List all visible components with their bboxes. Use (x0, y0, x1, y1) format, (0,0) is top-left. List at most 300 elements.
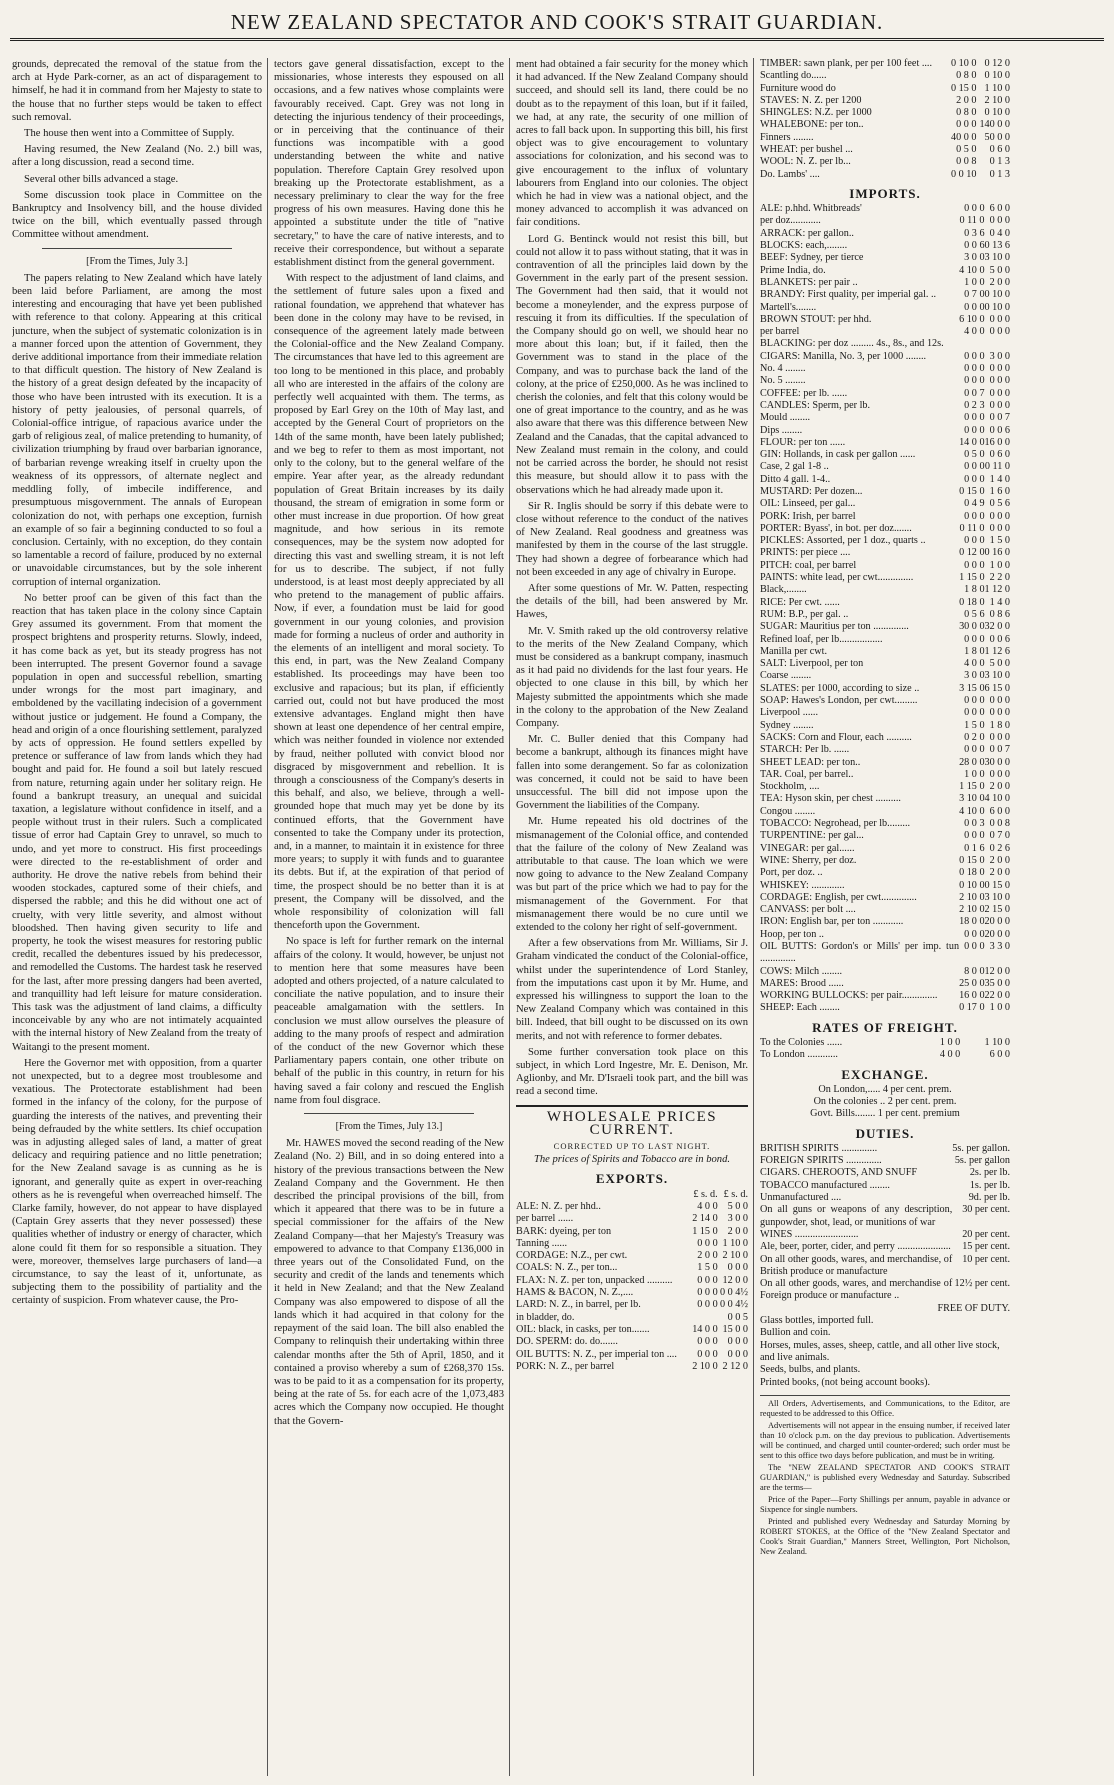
imprint-line: Price of the Paper—Forty Shillings per annum, payable in advance or Sixpence for single numbers. (760, 1494, 1010, 1514)
price-row (760, 609, 1010, 621)
price-row (516, 1238, 748, 1250)
price-row (760, 1037, 1010, 1049)
price-value: 0 8 6 (989, 608, 1010, 620)
price-label: SHINGLES: N.Z. per 1000 (760, 107, 872, 119)
imports-title: IMPORTS. (849, 185, 921, 201)
price-row (760, 474, 1010, 486)
free-line: Seeds, bulbs, and plants. (760, 1364, 861, 1376)
price-label: Liverpool ...... (760, 707, 819, 719)
price-label (516, 1189, 690, 1201)
price-row (760, 70, 1010, 82)
price-value: 2 0 0 (989, 854, 1010, 866)
exchange-title: EXCHANGE. (841, 1066, 929, 1082)
price-row (760, 855, 1010, 867)
price-label: OIL BUTTS: Gordon's or Mills' per imp. tun .............. (760, 940, 960, 965)
paragraph: Having resumed, the New Zealand (No. 2.) bill was, after a long discussion, read a second time. (12, 144, 262, 169)
paragraph: Mr. Hume repeated his old doctrines of the mismanagement of the Colonial office, and contended that the failure of the colony of New Zealand was attributable to that cause. The loan which we were now going to advance to the New Zealand Company was but part of the price which we had to pay for the mismanagement of the Government. For that mismanagement there would be no cure until we extended to the colony her right of self-government. (516, 816, 748, 933)
price-label: PITCH: coal, per barrel (760, 559, 857, 571)
price-value: 0 18 0 (959, 867, 985, 879)
price-value: 0 0 0 (697, 1348, 718, 1360)
price-value: 0 0 0 (989, 375, 1010, 387)
price-row (516, 1312, 748, 1324)
price-value: 2 14 0 (692, 1213, 718, 1225)
price-row (760, 375, 1010, 387)
paragraph: Several other bills advanced a stage. (24, 173, 179, 185)
price-value: 1 8 0 (989, 719, 1010, 731)
price-value: 0 0 0 (964, 559, 985, 571)
price-label: Congou ........ (760, 805, 816, 817)
price-value: 0 1 6 (964, 842, 985, 854)
column-rule (267, 58, 268, 1776)
price-value: 4 10 0 (984, 793, 1010, 805)
price-value: 1 15 0 (959, 781, 985, 793)
price-value: 0 0 0 (989, 695, 1010, 707)
price-value: 0 11 0 (959, 522, 985, 534)
price-value: 4 10 0 (959, 805, 985, 817)
price-value: 0 0 0 (989, 313, 1010, 325)
price-value: 0 0 0 (964, 940, 985, 952)
price-value: 0 10 0 (959, 879, 985, 891)
price-label: PORK: Irish, per barrel (760, 510, 856, 522)
price-row (760, 720, 1010, 732)
price-row (516, 1349, 748, 1361)
price-label: COALS: N. Z., per ton... (516, 1262, 618, 1274)
price-value: 0 0 0 (964, 510, 985, 522)
price-value: 0 0 0 (964, 535, 985, 547)
price-value: 0 3 6 (964, 227, 985, 239)
price-value: 0 0 0 (697, 1274, 718, 1286)
column-2 (274, 58, 504, 1776)
price-value: 0 0 7 (964, 387, 985, 399)
price-row (760, 646, 1010, 658)
price-value: 1 4 0 (989, 596, 1010, 608)
price-value: 18 0 0 (959, 916, 985, 928)
price-value: 0 0 0 (697, 1336, 718, 1348)
price-label: To London ............ (760, 1049, 838, 1061)
price-label: BLANKETS: per pair .. (760, 276, 858, 288)
price-row (760, 941, 1010, 966)
price-value: 2 10 0 (959, 891, 985, 903)
imports-table (760, 203, 1010, 1015)
price-row (760, 277, 1010, 289)
price-label: SUGAR: Mauritius per ton .............. (760, 621, 909, 633)
price-label: TIMBER: sawn plank, per per 100 feet .... (760, 58, 933, 69)
price-value: 2 0 0 (989, 276, 1010, 288)
duty-value: 15 per cent. (962, 1241, 1010, 1253)
price-row (760, 560, 1010, 572)
price-label: Manilla per cwt. (760, 645, 828, 657)
price-label: SHEEP: Each ........ (760, 1002, 840, 1014)
price-value: 1 15 0 (959, 572, 985, 584)
exports-table (516, 1189, 748, 1373)
price-value: 25 0 0 (959, 977, 985, 989)
duty-value: 10 per cent. (962, 1253, 1010, 1265)
free-of-duty-title: FREE OF DUTY. (937, 1302, 1010, 1314)
price-row (760, 695, 1010, 707)
price-value: 0 12 0 (959, 547, 985, 559)
price-row (760, 58, 1010, 70)
price-value: 0 6 0 (989, 144, 1010, 156)
price-value: 0 0 0 (964, 363, 985, 375)
duty-value: 30 per cent. (962, 1204, 1010, 1216)
price-label: ARRACK: per gallon.. (760, 227, 854, 239)
price-label: RUM: B.P., per gal. .. (760, 608, 849, 620)
free-line: Glass bottles, imported full. (760, 1315, 874, 1327)
price-label: MUSTARD: Per dozen... (760, 486, 863, 497)
price-label: ALE: p.hhd. Whitbreads' (760, 203, 862, 215)
price-row (760, 363, 1010, 375)
freight-table (760, 1037, 1010, 1062)
masthead: NEW ZEALAND SPECTATOR AND COOK'S STRAIT GUARDIAN. (10, 8, 1104, 41)
paragraph: After a few observations from Mr. Williams, Sir J. Graham vindicated the conduct of the Colonial-office, whilst under the superintendence of Lord Stanley, from the imputations cast upon it by Mr. Hume, and expressed his willingness to support the loan to the New Zealand Company which was contained in this bill. Indeed, that bill ought to be discussed on its own merits, and not with reference to former debates. (516, 938, 748, 1042)
duty-label: TOBACCO manufactured ........ (760, 1179, 890, 1191)
price-value: 4 0 0 (964, 326, 985, 338)
price-value: 20 0 0 (984, 916, 1010, 928)
price-value: 0 0 0 (964, 830, 985, 842)
price-value: 0 0 0 (989, 522, 1010, 534)
duty-row (760, 1229, 1010, 1241)
price-value: 3 10 0 (984, 891, 1010, 903)
imprint-line: The "NEW ZEALAND SPECTATOR AND COOK'S STRAIT GUARDIAN," is published every Wednesday and Saturday. Subscribed are the terms— (760, 1462, 1010, 1492)
price-value: 0 2 0 (964, 731, 985, 743)
duty-row (760, 1254, 1010, 1279)
price-row (760, 326, 1010, 338)
price-label: Do. Lambs' .... (760, 168, 820, 180)
duty-value: 12½ per cent. (954, 1278, 1010, 1290)
price-row (760, 916, 1010, 928)
price-row (760, 757, 1010, 769)
price-label: BLACKING: per doz ......... 4s., 8s., and 12s. (760, 338, 944, 350)
column-rule (509, 58, 510, 1776)
price-value: 3 10 0 (984, 252, 1010, 264)
price-row (760, 1002, 1010, 1014)
price-row (760, 670, 1010, 682)
price-label: Refined loaf, per lb................. (760, 633, 883, 645)
duty-value: 20 per cent. (962, 1228, 1010, 1240)
price-row (760, 904, 1010, 916)
price-label: STAVES: N. Z. per 1200 (760, 94, 862, 106)
price-row (760, 966, 1010, 978)
price-row (760, 351, 1010, 363)
price-label: FLAX: N. Z. per ton, unpacked .......... (516, 1274, 673, 1286)
price-label: IRON: English bar, per ton ............ (760, 916, 904, 928)
price-label: FLOUR: per ton ...... (760, 436, 846, 448)
paragraph: The house then went into a Committee of Supply. (24, 128, 235, 140)
price-value: 0 0 0 (964, 301, 985, 313)
price-row (760, 978, 1010, 990)
duty-value: 2s. per lb. (969, 1167, 1010, 1179)
price-label: DO. SPERM: do. do....... (516, 1336, 618, 1348)
price-label: ALE: N. Z. per hhd.. (516, 1200, 601, 1212)
price-value: 1 8 0 (964, 584, 985, 596)
duty-label: FOREIGN SPIRITS .............. (760, 1155, 882, 1167)
duty-label: On all other goods, wares, and merchandise, of British produce or manufacture (760, 1253, 953, 1277)
paragraph: Mr. C. Buller denied that this Company had become a bankrupt, although its finances might have fallen into some derangement. So far as colonization was concerned, it could not be said to have been unsuccessful. The bill did not impose upon the Government the liabilities of the Company. (516, 734, 748, 812)
price-value: 0 0 5 (727, 1311, 748, 1323)
price-label: COFFEE: per lb. ...... (760, 387, 848, 399)
price-value: 1 0 0 (964, 768, 985, 780)
price-row (760, 338, 1010, 350)
duty-label: Ale, beer, porter, cider, and perry ..................... (760, 1241, 951, 1253)
duty-value: 5s. per gallon. (952, 1142, 1010, 1154)
price-value: 1 4 0 (989, 473, 1010, 485)
price-row (760, 203, 1010, 215)
price-value: 0 0 8 (989, 818, 1010, 830)
price-label: Scantling do...... (760, 70, 827, 82)
price-value: 1 5 0 (989, 535, 1010, 547)
price-label: per barrel ...... (516, 1213, 574, 1225)
price-label: To the Colonies ...... (760, 1036, 843, 1048)
price-row (760, 535, 1010, 547)
price-value: 2 10 0 (959, 904, 985, 916)
price-value: 0 13 6 (984, 240, 1010, 252)
price-label: Black,........ (760, 584, 807, 596)
column-4 (760, 58, 1010, 1776)
price-value: 3 0 0 (964, 252, 985, 264)
duty-row (760, 1180, 1010, 1192)
price-label: PORTER: Byass', in bot. per doz....... (760, 522, 912, 534)
price-row (760, 265, 1010, 277)
price-label: WHALEBONE: per ton.. (760, 119, 864, 131)
price-value: 0 5 6 (964, 608, 985, 620)
price-value: 12 0 0 (984, 965, 1010, 977)
source-line: [From the Times, July 3.] (86, 255, 188, 267)
imprint-line: All Orders, Advertisements, and Communications, to the Editor, are requested to be addressed to this Office. (760, 1398, 1010, 1418)
price-value: 0 10 0 (984, 70, 1010, 82)
price-value: 1 6 0 (989, 486, 1010, 497)
price-row (760, 929, 1010, 941)
price-value: 0 10 0 (951, 58, 977, 69)
price-label: BLOCKS: each,........ (760, 240, 848, 252)
price-label: VINEGAR: per gal...... (760, 842, 855, 854)
price-row (760, 156, 1010, 168)
price-value: 28 0 0 (959, 756, 985, 768)
price-value: 0 4 0 (989, 227, 1010, 239)
price-value: 3 0 0 (964, 670, 985, 682)
price-row (760, 990, 1010, 1002)
price-row (760, 461, 1010, 473)
price-label: COWS: Milch ........ (760, 965, 843, 977)
duty-value: 1s. per lb. (969, 1179, 1010, 1191)
price-value: 3 10 0 (984, 670, 1010, 682)
price-row (760, 658, 1010, 670)
price-row (760, 425, 1010, 437)
price-row (516, 1275, 748, 1287)
price-label: Prime India, do. (760, 264, 826, 276)
price-value: 16 0 0 (959, 990, 985, 1002)
price-value: 0 0 0 (964, 473, 985, 485)
price-value (959, 338, 984, 350)
price-value: 140 0 0 (979, 119, 1010, 131)
price-row (516, 1262, 748, 1274)
price-label: SALT: Liverpool, per ton (760, 658, 864, 670)
price-value: 1 0 0 (989, 1002, 1010, 1014)
price-value: 0 2 3 (964, 399, 985, 411)
price-row (760, 597, 1010, 609)
price-value: 14 0 0 (959, 436, 985, 448)
price-value: 6 0 0 (989, 1049, 1010, 1061)
price-label: TEA: Hyson skin, per chest .......... (760, 793, 901, 805)
imprint (760, 1395, 1010, 1557)
price-value: 0 0 0 (727, 1336, 748, 1348)
price-value: 0 2 6 (989, 842, 1010, 854)
paragraph: Mr. V. Smith raked up the old controversy relative to the merits of the New Zealand Company, which must be considered as a bankrupt company, inasmuch as it had paid no dividends for the last four years. He objected to one clause in this bill, by which her Majesty submitted the appointments which she made in the colony to the approbation of the New Zealand Company. (516, 625, 748, 729)
price-label: BARK: dyeing, per ton (516, 1225, 612, 1237)
price-value: 0 0 0 (989, 326, 1010, 338)
price-value: £ s. d. (723, 1188, 748, 1200)
price-value: 6 15 0 (984, 682, 1010, 694)
price-value: 0 0 0 (989, 363, 1010, 375)
duty-label: On all guns or weapons of any description, gunpowder, shot, lead, or munitions of war (760, 1204, 953, 1228)
price-label: CORDAGE: N.Z., per cwt. (516, 1250, 628, 1262)
price-label: WORKING BULLOCKS: per pair.............. (760, 990, 938, 1002)
price-value: 0 18 0 (959, 596, 985, 608)
price-label: Coarse ........ (760, 670, 812, 682)
price-label: HAMS & BACON, N. Z.,.... (516, 1287, 634, 1299)
free-line: Horses, mules, asses, sheep, cattle, and all other live stock, and live animals. (760, 1339, 1000, 1363)
price-value: 1 10 0 (722, 1237, 748, 1249)
paragraph: Some further conversation took place on this subject, in which Lord Ingestre, Mr. E. Denison, Mr. Aglionby, and Mr. D'Israeli took part, and the bill was read a second time. (516, 1046, 748, 1098)
price-row (760, 252, 1010, 264)
price-value: 0 0 0 (964, 203, 985, 215)
price-value: 5 0 0 (727, 1200, 748, 1212)
price-row (760, 769, 1010, 781)
price-label: in bladder, do. (516, 1311, 575, 1323)
price-row (760, 621, 1010, 633)
price-value (690, 1312, 718, 1324)
price-value: 12 0 0 (722, 1274, 748, 1286)
price-label: BEEF: Sydney, per tierce (760, 252, 864, 264)
price-value: 1 12 6 (984, 645, 1010, 657)
duty-row (760, 1155, 1010, 1167)
price-row (760, 818, 1010, 830)
price-value: 0 7 0 (964, 289, 985, 301)
price-value: 5 0 0 (989, 264, 1010, 276)
price-label: per doz............ (760, 215, 821, 227)
price-value: 0 0 3 (964, 818, 985, 830)
price-value: 0 15 0 (959, 854, 985, 866)
price-row (516, 1336, 748, 1348)
price-label: CANDLES: Sperm, per lb. (760, 399, 871, 411)
duty-row (760, 1167, 1010, 1179)
price-label: GIN: Hollands, in cask per gallon ...... (760, 449, 916, 461)
price-value: 0 0 6 (964, 240, 985, 252)
price-label: No. 5 ........ (760, 375, 806, 387)
price-value: 0 16 0 (984, 547, 1010, 559)
imprint-line: Printed and published every Wednesday and Saturday Morning by ROBERT STOKES, at the Office of the "New Zealand Spectator and Cook's Strait Guardian," Manners Street, Wellington, Port Nicholson, New Zealand. (760, 1516, 1010, 1556)
imprint-line: Advertisements will not appear in the ensuing number, if received later than 10 o'clock p.m. on the day previous to publication. Advertisements will be continued, and charged until counter-ordered; such order must be sent to this office two days before publication, and must be in writing. (760, 1420, 1010, 1460)
freight-title: RATES OF FREIGHT. (812, 1019, 958, 1035)
price-value: 0 0 0 (964, 412, 985, 424)
price-value: 1 10 0 (984, 82, 1010, 94)
price-value: 0 8 0 (956, 70, 977, 82)
price-value: 0 0 0 (964, 350, 985, 362)
price-label: WHEAT: per bushel ... (760, 144, 853, 156)
price-row (760, 892, 1010, 904)
price-label: Port, per doz. .. (760, 867, 823, 879)
price-value: 0 15 0 (951, 82, 977, 94)
price-value: 0 0 0 (697, 1237, 718, 1249)
price-value: 8 0 0 (964, 965, 985, 977)
price-value: 0 17 0 (959, 1002, 985, 1014)
price-label: Dips ........ (760, 424, 803, 436)
price-row (760, 83, 1010, 95)
price-row (516, 1299, 748, 1311)
price-value: 0 4 9 (964, 498, 985, 510)
price-row (760, 523, 1010, 535)
price-label: PAINTS: white lead, per cwt.............. (760, 572, 914, 584)
price-value: 1 10 0 (984, 1036, 1010, 1048)
price-value: 1 5 0 (697, 1262, 718, 1274)
price-row (760, 412, 1010, 424)
price-value: 0 0 0 (989, 399, 1010, 411)
price-value: 4 10 0 (959, 264, 985, 276)
price-value: 0 1 3 (989, 156, 1010, 168)
duty-value: 9d. per lb. (968, 1192, 1010, 1204)
duty-row (760, 1278, 1010, 1303)
price-row (760, 1049, 1010, 1061)
price-value: 30 0 0 (959, 621, 985, 633)
price-row (760, 732, 1010, 744)
price-value: 0 0 0 (727, 1348, 748, 1360)
paragraph: After some questions of Mr. W. Patten, respecting the details of the bill, had been answered by Mr. Hawes, (516, 582, 748, 621)
price-value: 0 7 0 (989, 830, 1010, 842)
price-label: Ditto 4 gall. 1-4.. (760, 473, 831, 485)
price-row (760, 793, 1010, 805)
price-value: 0 0 0 (989, 387, 1010, 399)
paragraph: tectors gave general dissatisfaction, except to the missionaries, whose interests they espoused on all occasions, and a few natives whose complaints were favourably received. Capt. Grey was not long in detecting the injurious tendency of their proceedings, or in perceiving that the continuance of their functions was incompatible with a good understanding between the white and native population. Therefore Captain Grey resolved upon breaking up the Protectorate establishment, as a necessary preliminary to clear the way for the free progress of his own measures. Having done this he appointed a substitute under the title of "native secretary," to have the care of native interests, and to receive their correspondence, but without a separate establishment distinct from the general government. (274, 59, 504, 269)
price-value: 1 0 0 (989, 559, 1010, 571)
price-row (760, 144, 1010, 156)
price-value: 3 3 0 (989, 940, 1010, 952)
price-row (760, 228, 1010, 240)
price-label: OIL BUTTS: N. Z., per imperial ton .... (516, 1348, 677, 1360)
price-value: 0 0 0 (964, 707, 985, 719)
price-label: TOBACCO: Negrohead, per lb......... (760, 818, 911, 830)
duty-label: WINES ......................... (760, 1228, 859, 1240)
price-label: SHEET LEAD: per ton.. (760, 756, 861, 768)
price-label: CIGARS: Manilla, No. 3, per 1000 ........ (760, 350, 927, 362)
price-label: Furniture wood do (760, 82, 836, 94)
price-row (760, 744, 1010, 756)
price-value: 0 8 0 (956, 107, 977, 119)
price-value: 2 2 0 (989, 572, 1010, 584)
price-label: Martell's........ (760, 301, 817, 313)
price-row (760, 572, 1010, 584)
price-value: 0 0 7 (989, 412, 1010, 424)
price-value: 0 0 0 (989, 768, 1010, 780)
price-row (516, 1361, 748, 1373)
price-value: 22 0 0 (984, 990, 1010, 1002)
price-value: 0 0 0 (964, 633, 985, 645)
duties-table (760, 1143, 1010, 1303)
price-value: 0 0 0 (727, 1262, 748, 1274)
price-value: 2 0 0 (989, 781, 1010, 793)
price-value: 2 0 0 (956, 94, 977, 106)
divider (42, 248, 232, 249)
price-value: 0 0 0 (964, 695, 985, 707)
paragraph: Sir R. Inglis should be sorry if this debate were to close without reference to the conduct of the natives of New Zealand. Real goodness and greatness was manifested by them in the course of the last struggle. They had shown a degree of forbearance which had not been exceeded in any age of chivalry in Europe. (516, 500, 748, 578)
price-value: 1 15 0 (692, 1225, 718, 1237)
price-value: 1 0 0 (939, 1036, 961, 1048)
price-label: OIL: black, in casks, per ton....... (516, 1323, 650, 1335)
price-value: 16 0 0 (984, 436, 1010, 448)
price-label: Hoop, per ton .. (760, 928, 824, 940)
price-value: 2 10 0 (984, 94, 1010, 106)
price-row (760, 867, 1010, 879)
price-row (760, 449, 1010, 461)
price-label: Case, 2 gal 1-8 .. (760, 461, 829, 473)
